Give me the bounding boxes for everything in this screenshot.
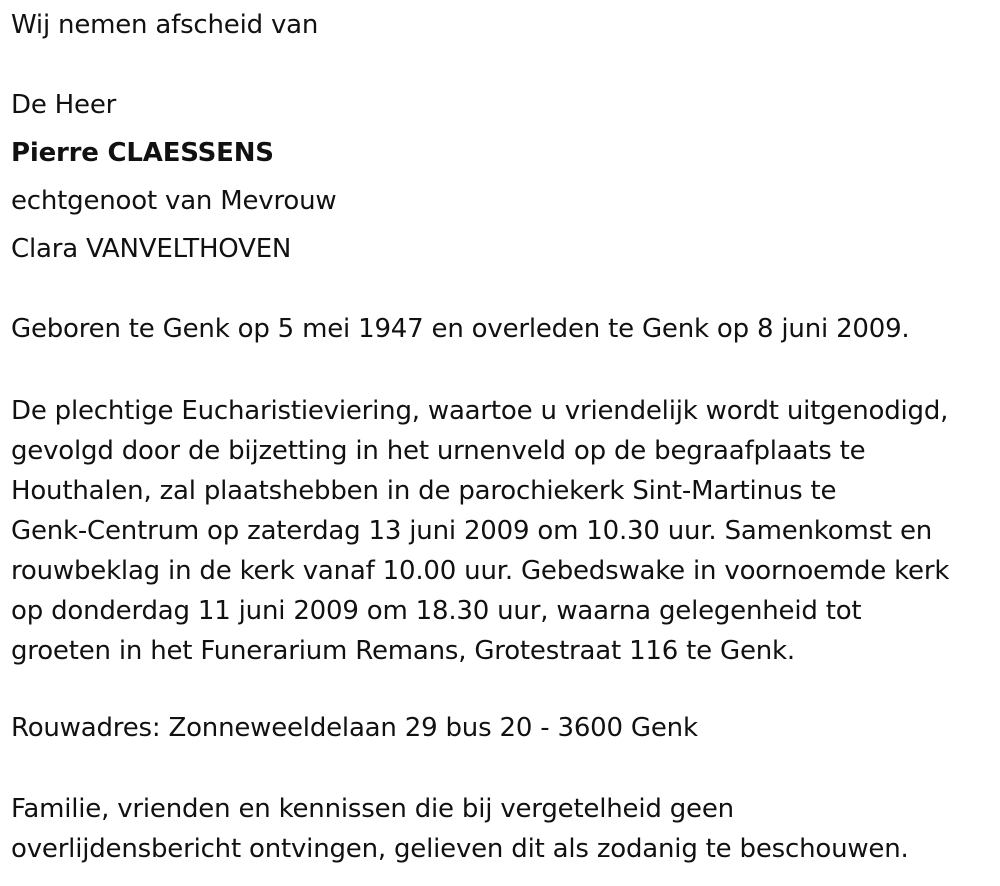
ceremony-line: gevolgd door de bijzetting in het urnenveld op de begraafplaats te (11, 436, 866, 466)
ceremony-line: De plechtige Eucharistieviering, waartoe u vriendelijk wordt uitgenodigd, (11, 396, 949, 426)
closing-line: Familie, vrienden en kennissen die bij vergetelheid geen (11, 794, 734, 824)
deceased-name: Pierre CLAESSENS (11, 138, 274, 168)
ceremony-line: op donderdag 11 juni 2009 om 18.30 uur, waarna gelegenheid tot (11, 596, 862, 626)
ceremony-line: Genk-Centrum op zaterdag 13 juni 2009 om 10.30 uur. Samenkomst en (11, 516, 933, 546)
closing-paragraph (11, 789, 986, 869)
mourning-address: Rouwadres: Zonneweeldelaan 29 bus 20 - 3600 Genk (11, 713, 698, 743)
ceremony-line: rouwbeklag in de kerk vanaf 10.00 uur. Gebedswake in voornoemde kerk (11, 556, 950, 586)
honorific: De Heer (11, 90, 117, 120)
closing-line: overlijdensbericht ontvingen, gelieven dit als zodanig te beschouwen. (11, 834, 909, 864)
intro-text: Wij nemen afscheid van (11, 10, 319, 40)
ceremony-line: Houthalen, zal plaatshebben in de parochiekerk Sint-Martinus te (11, 476, 837, 506)
relation-text: echtgenoot van Mevrouw (11, 186, 337, 216)
birth-death-text: Geboren te Genk op 5 mei 1947 en overleden te Genk op 8 juni 2009. (11, 314, 910, 344)
ceremony-paragraph (11, 391, 986, 671)
ceremony-line: groeten in het Funerarium Remans, Grotestraat 116 te Genk. (11, 636, 795, 666)
spouse-name: Clara VANVELTHOVEN (11, 234, 292, 264)
